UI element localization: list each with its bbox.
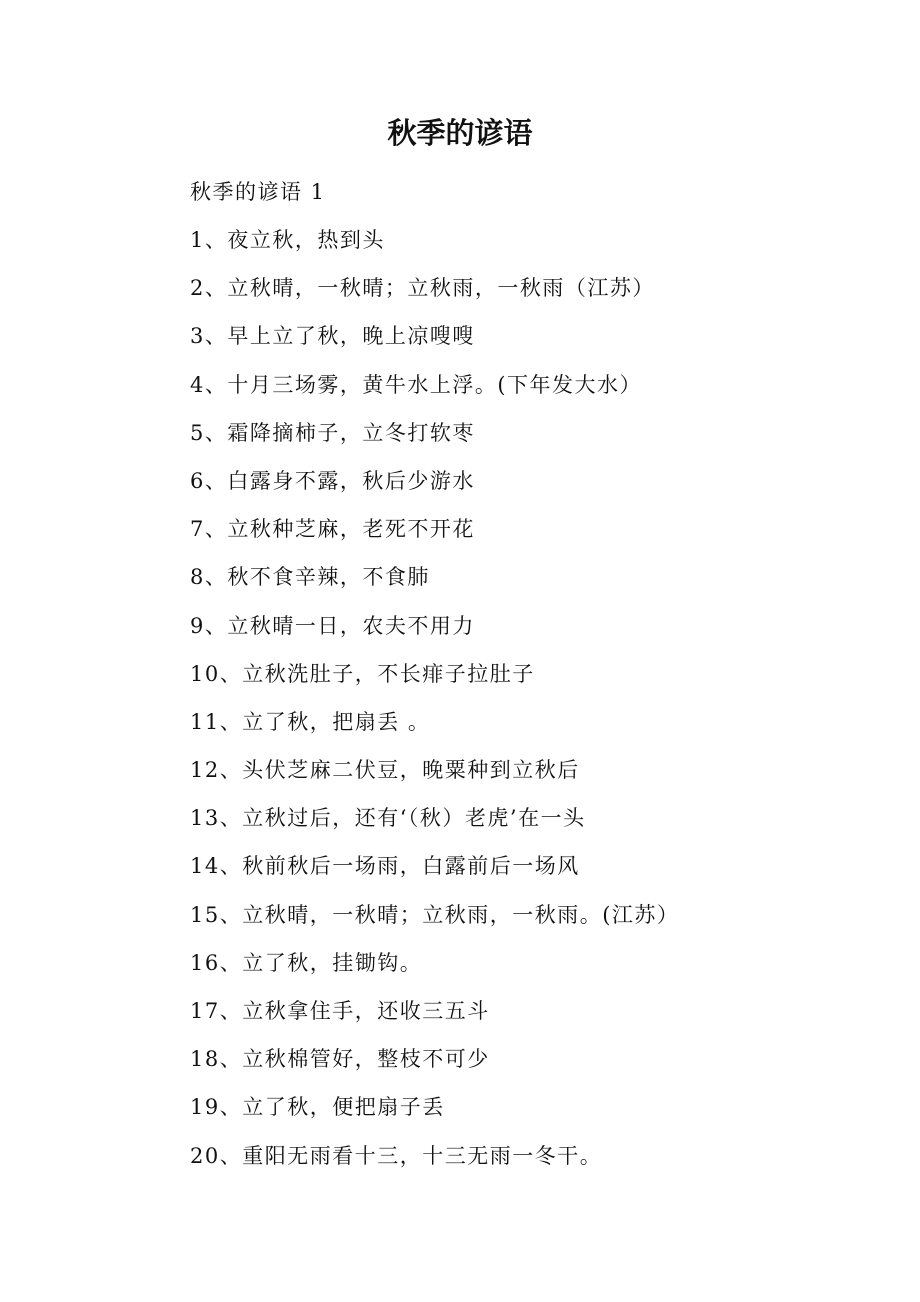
- proverb-item: 10、立秋洗肚子，不长痱子拉肚子: [190, 661, 535, 686]
- proverb-item: 4、十月三场雾，黄牛水上浮。(下年发大水）: [190, 372, 643, 397]
- section-heading: 秋季的谚语 1: [190, 180, 326, 204]
- proverb-item: 2、立秋晴，一秋晴；立秋雨，一秋雨（江苏）: [190, 276, 655, 301]
- proverb-item: 15、立秋晴，一秋晴；立秋雨，一秋雨。(江苏）: [190, 902, 680, 927]
- proverb-item: 7、立秋种芝麻，老死不开花: [190, 517, 475, 542]
- proverb-item: 5、霜降摘柿子，立冬打软枣: [190, 420, 475, 445]
- proverb-item: 9、立秋晴一日，农夫不用力: [190, 613, 475, 638]
- proverb-item: 13、立秋过后，还有‘（秋）老虎’在一头: [190, 806, 586, 831]
- proverb-item: 18、立秋棉管好，整枝不可少: [190, 1047, 490, 1072]
- proverb-item: 16、立了秋，挂锄钩。: [190, 950, 423, 975]
- proverb-item: 17、立秋拿住手，还收三五斗: [190, 999, 490, 1023]
- proverb-item: 8、秋不食辛辣，不食肺: [190, 565, 430, 590]
- proverb-item: 20、重阳无雨看十三，十三无雨一冬干。: [190, 1143, 603, 1168]
- proverb-item: 3、早上立了秋，晚上凉嗖嗖: [190, 324, 475, 349]
- proverb-list: [190, 222, 830, 1186]
- proverb-item: 14、秋前秋后一场雨，白露前后一场风: [190, 854, 580, 879]
- proverb-item: 12、头伏芝麻二伏豆，晚粟种到立秋后: [190, 758, 580, 783]
- proverb-item: 19、立了秋，便把扇子丢: [190, 1095, 445, 1120]
- proverb-item: 1、夜立秋，热到头: [190, 228, 385, 252]
- proverb-item: 6、白露身不露，秋后少游水: [190, 468, 475, 493]
- proverb-item: 11、立了秋，把扇丢 。: [190, 709, 431, 734]
- document-title: 秋季的谚语: [387, 116, 533, 150]
